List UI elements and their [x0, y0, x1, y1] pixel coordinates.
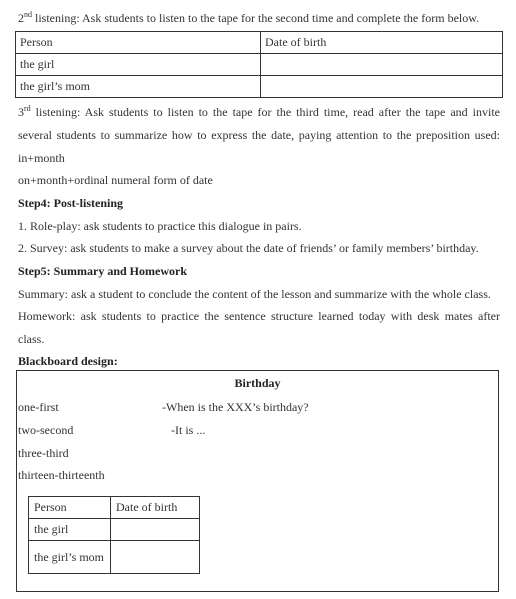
step4-heading: Step4: Post-listening: [18, 196, 123, 210]
blackboard-answer: -It is ...: [171, 423, 206, 437]
step4-item1: 1. Role-play: ask students to practice this dialogue in pairs.: [18, 219, 302, 233]
step4-item2: 2. Survey: ask students to make a survey about the date of friends’ or family members’ birthday.: [18, 241, 479, 255]
step5-heading: Step5: Summary and Homework: [18, 264, 188, 278]
table-cell-person: the girl: [29, 519, 111, 541]
table-header-date-of-birth: Date of birth: [111, 497, 200, 519]
table-row: [16, 76, 503, 98]
blackboard-title: Birthday: [234, 376, 281, 390]
step5-homework-line2: class.: [18, 332, 45, 346]
table-cell-person: the girl’s mom: [29, 541, 111, 574]
table-cell-date: [111, 519, 200, 541]
table-row: [29, 519, 200, 541]
table-cell-date: [111, 541, 200, 574]
listening3-text: listening: Ask students to listen to the tape for the third time, read after the tape and invite: [30, 105, 500, 119]
step5-homework-line1: Homework: ask students to practice the sentence structure learned today with desk mates after: [18, 309, 500, 323]
table-header-person: Person: [16, 32, 261, 54]
listening2-ordinal-suffix: nd: [24, 10, 32, 19]
table-row: [16, 54, 503, 76]
blackboard-question: -When is the XXX’s birthday?: [162, 400, 309, 414]
table-cell-date: [261, 54, 503, 76]
listening3-ordinal-suffix: rd: [24, 104, 31, 113]
step5-summary: Summary: ask a student to conclude the content of the lesson and summarize with the whole class.: [18, 287, 491, 301]
listening2-ordinal: 2: [18, 11, 24, 25]
table-cell-person: the girl: [16, 54, 261, 76]
ordinal-pair: three-third: [18, 446, 69, 460]
ordinal-pair: one-first: [18, 400, 59, 414]
table-row: [29, 541, 200, 574]
table-cell-date: [261, 76, 503, 98]
table-header-row: [16, 32, 503, 54]
listening3-ordinal: 3: [18, 105, 24, 119]
listening2-text: listening: Ask students to listen to the tape for the second time and complete the form below.: [32, 11, 480, 25]
table-header-date-of-birth: Date of birth: [261, 32, 503, 54]
listening2-paragraph: [18, 10, 479, 26]
listening3-line1: [18, 104, 500, 120]
ordinal-pair: thirteen-thirteenth: [18, 468, 105, 482]
blackboard-box: [16, 370, 499, 592]
listening3-line2: several students to summarize how to express the date, paying attention to the preposition used:: [18, 128, 500, 142]
ordinal-pair: two-second: [18, 423, 74, 437]
table-header-row: [29, 497, 200, 519]
table-header-person: Person: [29, 497, 111, 519]
blackboard-table: [28, 496, 200, 574]
listening3-line4: on+month+ordinal numeral form of date: [18, 173, 213, 187]
blackboard-heading: Blackboard design:: [18, 354, 118, 368]
listening3-line3: in+month: [18, 151, 65, 165]
table-cell-person: the girl’s mom: [16, 76, 261, 98]
birthday-form-table: [15, 31, 503, 98]
